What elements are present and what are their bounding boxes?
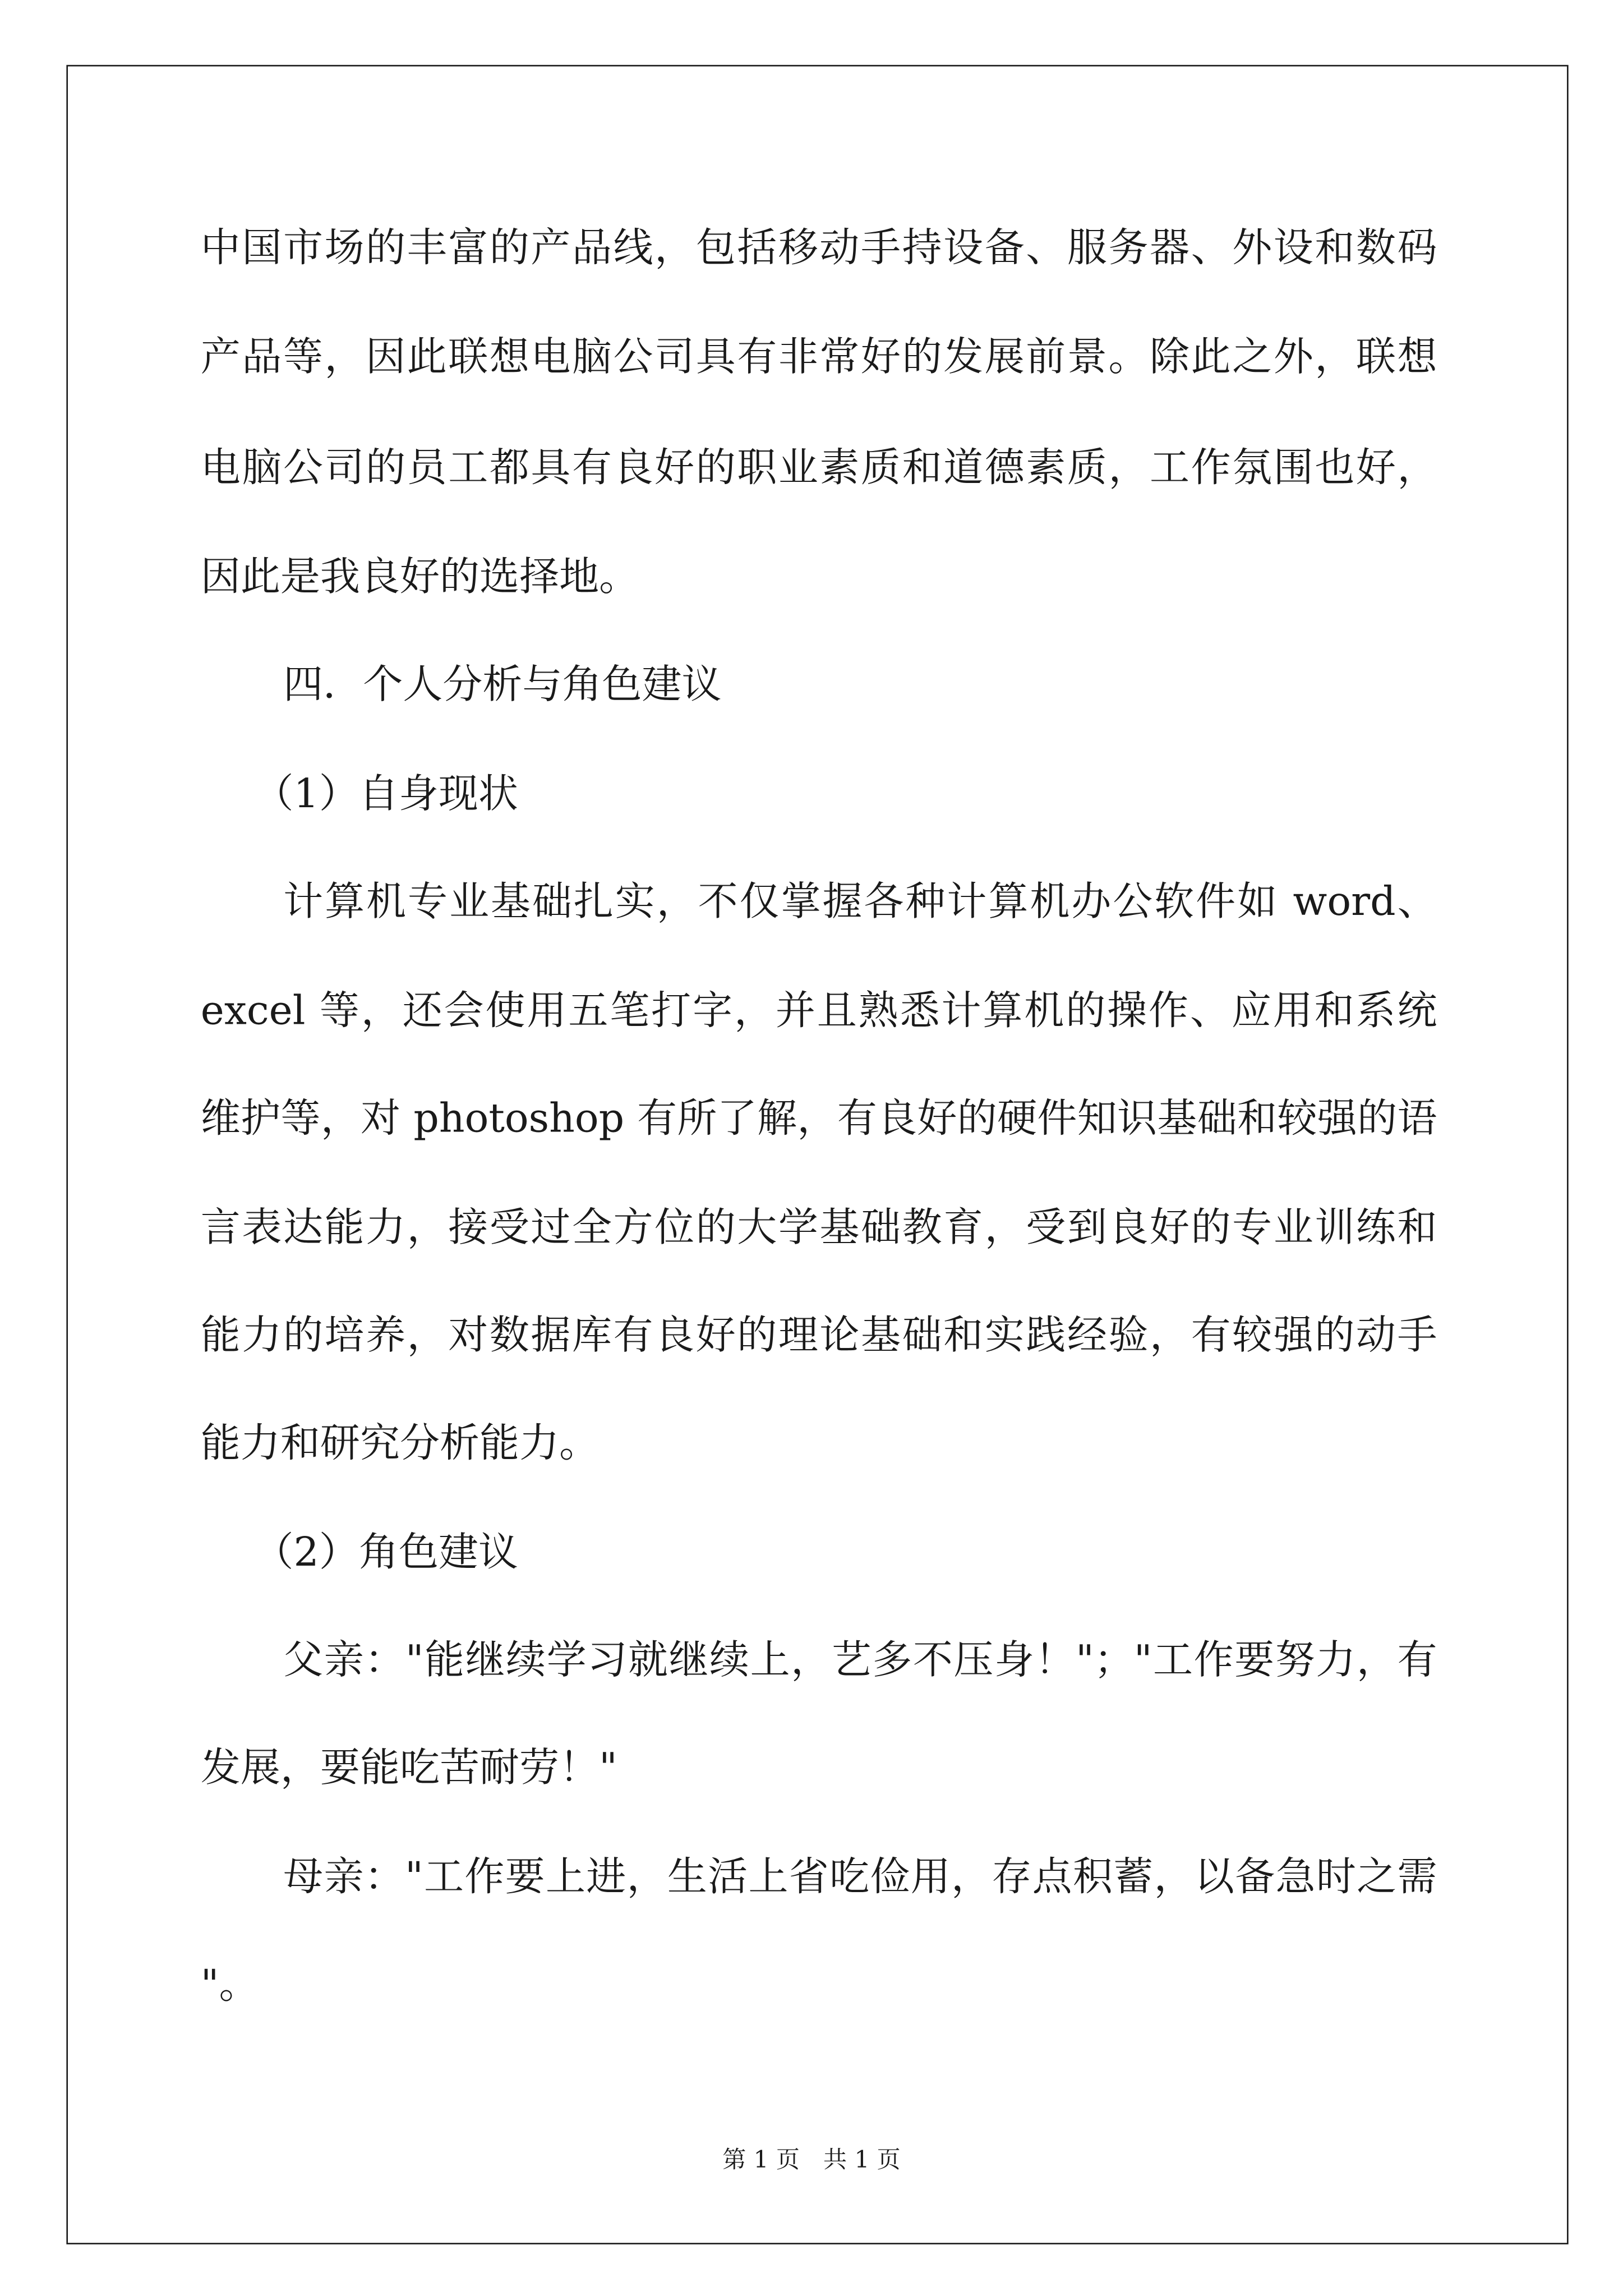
paragraph-line: "。: [200, 1962, 259, 2009]
paragraph-line: 计算机专业基础扎实，不仅掌握各种计算机办公软件如 word、: [283, 879, 1437, 926]
subsection-heading: （1）自身现状: [253, 771, 518, 818]
paragraph-line: 能力和研究分析能力。: [200, 1421, 600, 1467]
paragraph-line: 电脑公司的员工都具有良好的职业素质和道德素质，工作氛围也好，: [200, 445, 1437, 491]
paragraph-line: 中国市场的丰富的产品线，包括移动手持设备、服务器、外设和数码: [200, 226, 1437, 272]
paragraph-line: 言表达能力，接受过全方位的大学基础教育，受到良好的专业训练和: [200, 1205, 1437, 1251]
page-number-footer: 第 1 页 共 1 页: [722, 2145, 901, 2174]
paragraph-line: 产品等，因此联想电脑公司具有非常好的发展前景。除此之外，联想: [200, 335, 1437, 381]
section-heading: 四．个人分析与角色建议: [283, 662, 722, 708]
paragraph-line: 父亲："能继续学习就继续上，艺多不压身！"；"工作要努力，有: [283, 1637, 1437, 1684]
paragraph-line: 发展，要能吃苦耐劳！": [200, 1745, 617, 1792]
paragraph-line: 母亲："工作要上进，生活上省吃俭用，存点积蓄，以备急时之需: [283, 1855, 1437, 1901]
page-border: [66, 65, 1568, 2244]
subsection-heading: （2）角色建议: [253, 1530, 518, 1576]
paragraph-line: 能力的培养，对数据库有良好的理论基础和实践经验，有较强的动手: [200, 1313, 1437, 1359]
paragraph-line: 因此是我良好的选择地。: [200, 555, 639, 601]
paragraph-line: 维护等，对 photoshop 有所了解，有良好的硬件知识基础和较强的语: [200, 1096, 1437, 1142]
paragraph-line: excel 等，还会使用五笔打字，并且熟悉计算机的操作、应用和系统: [200, 988, 1437, 1034]
